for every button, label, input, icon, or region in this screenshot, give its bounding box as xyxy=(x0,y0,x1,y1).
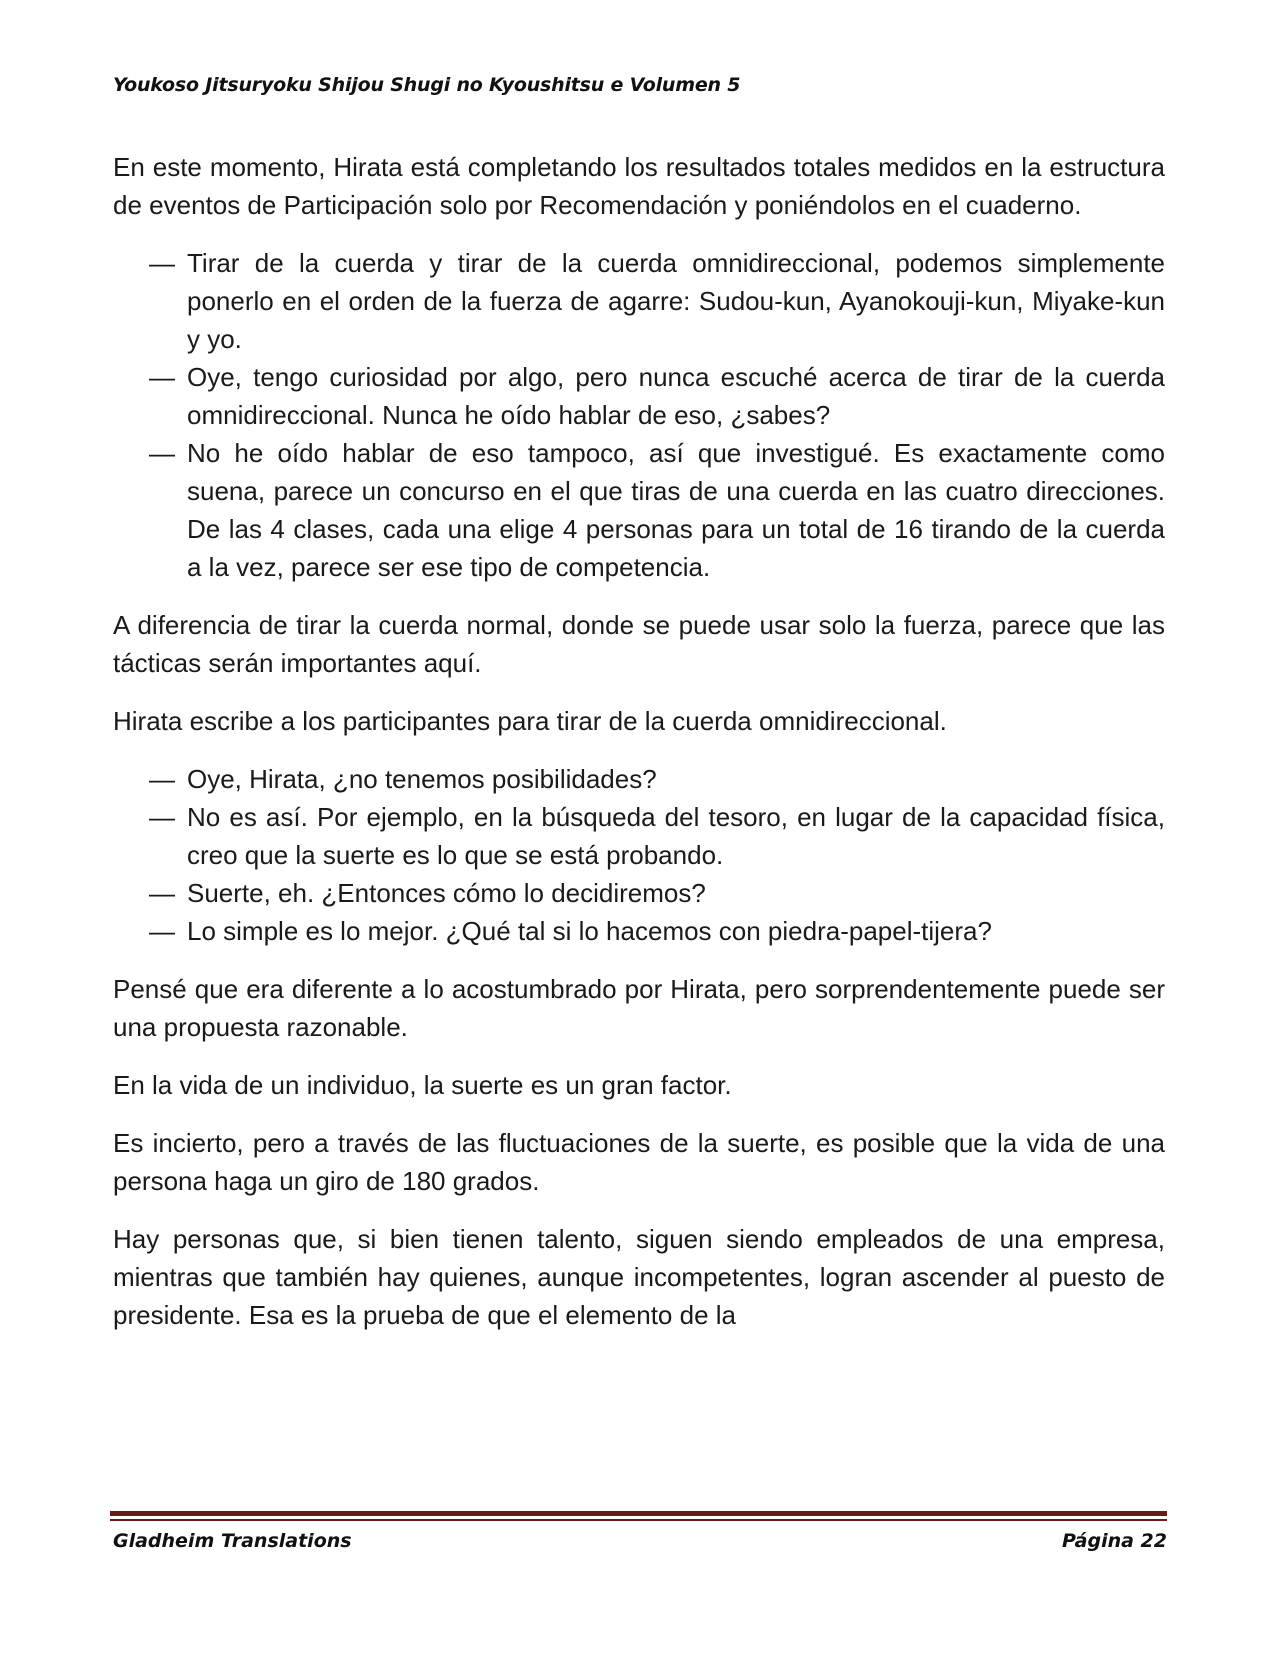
dialogue-text: Oye, tengo curiosidad por algo, pero nunca escuché acerca de tirar de la cuerda omnidireccional. Nunca he oído hablar de eso, ¿sabes? xyxy=(187,362,1165,430)
dialogue-group-1 xyxy=(113,244,1165,586)
dialogue-line xyxy=(113,874,1165,912)
paragraph-7: Hay personas que, si bien tienen talento, siguen siendo empleados de una empresa, mientras que también hay quienes, aunque incompetentes, logran ascender al puesto de presidente. Esa es la prueba de que el elemento de la xyxy=(113,1224,1165,1330)
dialogue-dash: — xyxy=(149,362,175,392)
dialogue-text: No es así. Por ejemplo, en la búsqueda del tesoro, en lugar de la capacidad física, creo que la suerte es lo que se está probando. xyxy=(187,802,1165,870)
footer-page-number: Página 22 xyxy=(1061,1530,1167,1552)
dialogue-line xyxy=(113,358,1165,434)
dialogue-text: No he oído hablar de eso tampoco, así que investigué. Es exactamente como suena, parece un concurso en el que tiras de una cuerda en las cuatro direcciones. De las 4 clases, cada una elige 4 personas para un total de 16 tirando de la cuerda a la vez, parece ser ese tipo de competencia. xyxy=(187,438,1165,582)
page-body xyxy=(113,148,1165,1354)
dialogue-dash: — xyxy=(149,878,175,908)
dialogue-line xyxy=(113,798,1165,874)
dialogue-dash: — xyxy=(149,248,175,278)
dialogue-line xyxy=(113,912,1165,950)
paragraph-6: Es incierto, pero a través de las fluctuaciones de la suerte, es posible que la vida de una persona haga un giro de 180 grados. xyxy=(113,1128,1165,1196)
dialogue-text: Lo simple es lo mejor. ¿Qué tal si lo hacemos con piedra-papel-tijera? xyxy=(187,916,992,946)
dialogue-text: Oye, Hirata, ¿no tenemos posibilidades? xyxy=(187,764,657,794)
dialogue-text: Suerte, eh. ¿Entonces cómo lo decidiremos? xyxy=(187,878,706,908)
paragraph-4: Pensé que era diferente a lo acostumbrado por Hirata, pero sorprendentemente puede ser una propuesta razonable. xyxy=(113,974,1165,1042)
footer-divider xyxy=(110,1511,1167,1516)
dialogue-dash: — xyxy=(149,438,175,468)
dialogue-dash: — xyxy=(149,802,175,832)
dialogue-text: Tirar de la cuerda y tirar de la cuerda omnidireccional, podemos simplemente ponerlo en el orden de la fuerza de agarre: Sudou-kun, Ayanokouji-kun, Miyake-kun y yo. xyxy=(187,248,1165,354)
paragraph-3: Hirata escribe a los participantes para tirar de la cuerda omnidireccional. xyxy=(113,706,947,736)
paragraph-2: A diferencia de tirar la cuerda normal, donde se puede usar solo la fuerza, parece que las tácticas serán importantes aquí. xyxy=(113,610,1165,678)
dialogue-line xyxy=(113,434,1165,586)
paragraph-5: En la vida de un individuo, la suerte es un gran factor. xyxy=(113,1070,732,1100)
dialogue-line xyxy=(113,244,1165,358)
dialogue-dash: — xyxy=(149,916,175,946)
paragraph-1: En este momento, Hirata está completando los resultados totales medidos en la estructura de eventos de Participación solo por Recomendación y poniéndolos en el cuaderno. xyxy=(113,152,1165,220)
dialogue-line xyxy=(113,760,1165,798)
page-header-title: Youkoso Jitsuryoku Shijou Shugi no Kyoushitsu e Volumen 5 xyxy=(113,74,741,96)
dialogue-group-2 xyxy=(113,760,1165,950)
footer-translator-credit: Gladheim Translations xyxy=(113,1530,352,1552)
dialogue-dash: — xyxy=(149,764,175,794)
footer-divider-thin xyxy=(110,1519,1167,1521)
